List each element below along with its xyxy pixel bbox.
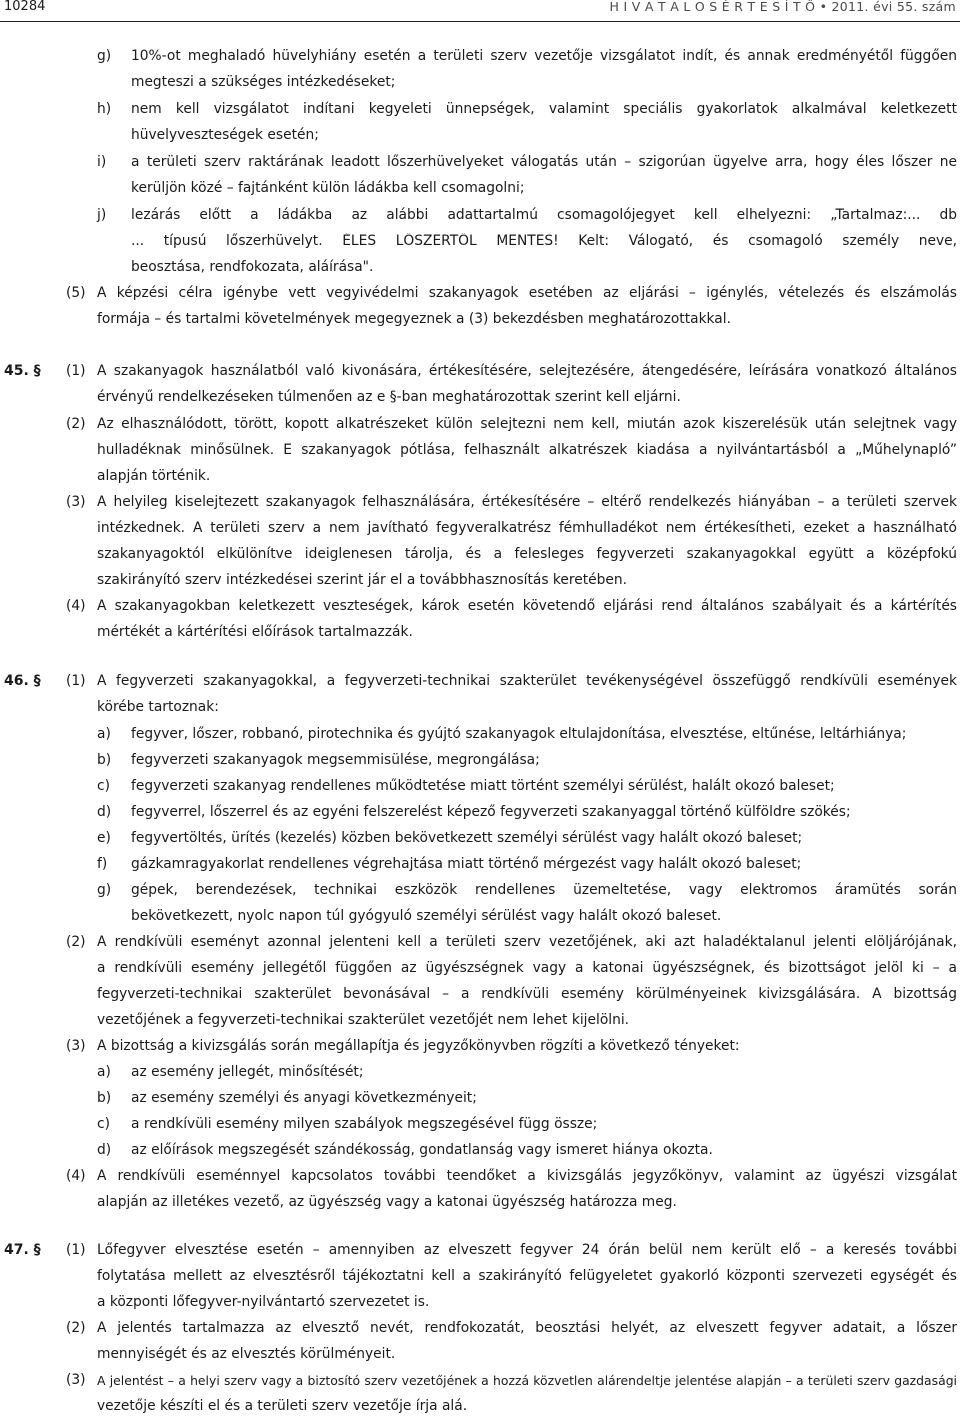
text-line: fegyverzeti szakanyag rendellenes működtetése miatt történt személyi sérülést, halált okozó baleset; xyxy=(131,778,835,794)
text-line: fegyverrel, lőszerrel és az egyéni felszerelést képező fegyverzeti szakanyaggal történő külföldre szökés; xyxy=(131,804,851,820)
paragraph-marker: f) xyxy=(97,856,108,872)
text-line: A szakanyagokban keletkezett veszteségek, károk esetén követendő eljárási rend általános szabályait és a kártérítés xyxy=(97,598,957,614)
text-line: fegyver, lőszer, robbanó, pirotechnika és gyújtó szakanyagok eltulajdonítása, elvesztése, eltűnése, leltárhiánya; xyxy=(131,726,907,742)
text-line: mennyiségét és az elvesztés körülményeit. xyxy=(97,1346,396,1362)
text-line: vezetőjének a fegyverzeti-technikai szakterület vezetőjét nem lehet kijelölni. xyxy=(97,1012,630,1028)
page-header xyxy=(0,0,960,20)
text-line: Az elhasználódott, törött, kopott alkatrészeket külön selejtezni nem kell, miután azok kiszerelésük után selejtnek vagy xyxy=(97,416,957,432)
header-rule xyxy=(0,21,960,22)
paragraph-marker: b) xyxy=(97,752,112,768)
text-line: kerüljön közé – fajtánként külön ládákba kell csomagolni; xyxy=(131,180,525,196)
paragraph-marker: (1) xyxy=(66,673,86,689)
text-line: A képzési célra igénybe vett vegyivédelmi szakanyagok esetében az eljárási – igénylés, vételezés és elszámolás xyxy=(97,285,957,301)
text-line: A rendkívüli eseménnyel kapcsolatos további teendőket a kivizsgálás jegyzőkönyv, valamint az ügyészi vizsgálat xyxy=(97,1168,957,1184)
text-line: a területi szerv raktárának leadott lőszerhüvelyeket válogatás után – szigorúan ügyelve arra, hogy éles lőszer ne xyxy=(131,154,957,170)
text-line: A szakanyagok használatból való kivonására, értékesítésére, selejtezésére, átengedésére, leírására vonatkozó általános xyxy=(97,363,957,379)
text-line: lezárás előtt a ládákba az alábbi adattartalmú csomagolójegyet kell elhelyezni: „Tartalmaz:... db xyxy=(131,207,957,223)
paragraph-marker: (3) xyxy=(66,1038,86,1054)
text-line: a központi lőfegyver-nyilvántartó szervezetet is. xyxy=(97,1294,430,1310)
text-line: folytatása mellett az elvesztésről tájékoztatni kell a szakirányító felügyeletet gyakorló központi szervezeti egységét és xyxy=(97,1268,957,1284)
text-line: fegyverzeti-technikai szakterület bevonásával – a rendkívüli esemény körülményeinek kivizsgálására. A bizottság xyxy=(97,986,957,1002)
text-line: alapján történik. xyxy=(97,468,211,484)
text-line: A helyileg kiselejtezett szakanyagok felhasználására, értékesítésére – eltérő rendelkezés hiányában – a területi szervek xyxy=(97,494,957,510)
paragraph-marker: d) xyxy=(97,804,112,820)
paragraph-marker: i) xyxy=(97,154,107,170)
paragraph-marker: (3) xyxy=(66,494,86,510)
text-line: gépek, berendezések, technikai eszközök rendellenes üzemeltetése, vagy elektromos áramütés során xyxy=(131,882,957,898)
text-line: 10%-ot meghaladó hüvelyhiány esetén a területi szerv vezetője vizsgálatot indít, és annak eredményétől függően xyxy=(131,48,957,64)
paragraph-marker: a) xyxy=(97,1064,111,1080)
paragraph-marker: (5) xyxy=(66,285,86,301)
text-line: A rendkívüli eseményt azonnal jelenteni kell a területi szerv vezetőjének, aki azt haladéktalanul jelenti elöljárójának, xyxy=(97,934,957,950)
text-line: az esemény személyi és anyagi következményeit; xyxy=(131,1090,477,1106)
paragraph-marker: (1) xyxy=(66,363,86,379)
text-line: a rendkívüli esemény jellegétől függően az ügyészségnek vagy a katonai ügyészségnek, és bizottságot jelöl ki – a xyxy=(97,960,957,976)
text-line: gázkamragyakorlat rendellenes végrehajtása miatt történő mérgezést vagy halált okozó baleset; xyxy=(131,856,802,872)
section-number: 45. § xyxy=(4,363,41,379)
section-number: 47. § xyxy=(4,1242,41,1258)
paragraph-marker: (2) xyxy=(66,416,86,432)
text-line: A fegyverzeti szakanyagokkal, a fegyverzeti-technikai szakterület tevékenységével összefüggő rendkívüli események xyxy=(97,673,957,689)
section-number: 46. § xyxy=(4,673,41,689)
text-line: szakirányító szerv intézkedései szerint jár el a továbbhasznosítás keretében. xyxy=(97,572,628,588)
text-line: fegyvertöltés, ürítés (kezelés) közben bekövetkezett személyi sérülést vagy halált okozó baleset; xyxy=(131,830,803,846)
text-line: intézkednek. A területi szerv a nem javítható fegyveralkatrész fémhulladékot nem értékesítheti, ezeket a használható xyxy=(97,520,957,536)
paragraph-marker: (2) xyxy=(66,1320,86,1336)
text-line: a rendkívüli esemény milyen szabályok megszegésével függ össze; xyxy=(131,1116,598,1132)
paragraph-marker: g) xyxy=(97,882,112,898)
text-line: az előírások megszegését szándékosság, gondatlanság vagy ismeret hiánya okozta. xyxy=(131,1142,713,1158)
text-line: vezetője készíti el és a területi szerv vezetője írja alá. xyxy=(97,1398,468,1414)
text-line: beosztása, rendfokozata, aláírása". xyxy=(131,259,374,275)
paragraph-marker: d) xyxy=(97,1142,112,1158)
text-line: az esemény jellegét, minősítését; xyxy=(131,1064,364,1080)
paragraph-marker: e) xyxy=(97,830,111,846)
text-line: bekövetkezett, nyolc napon túl gyógyuló személyi sérülést vagy halált okozó baleset. xyxy=(131,908,722,924)
paragraph-marker: b) xyxy=(97,1090,112,1106)
paragraph-marker: c) xyxy=(97,778,110,794)
text-line: érvényű rendelkezéseken túlmenően az e §-ban meghatározottak szerint kell eljárni. xyxy=(97,389,681,405)
publication-title: H I V A T A L O S É R T E S Í T Ő • 2011. évi 55. szám xyxy=(609,0,956,14)
paragraph-marker: a) xyxy=(97,726,111,742)
paragraph-marker: (4) xyxy=(66,598,86,614)
paragraph-marker: (2) xyxy=(66,934,86,950)
text-line: Lőfegyver elvesztése esetén – amennyiben az elveszett fegyver 24 órán belül nem került elő – a keresés további xyxy=(97,1242,957,1258)
text-line: formája – és tartalmi követelmények megegyeznek a (3) bekezdésben meghatározottakkal. xyxy=(97,311,731,327)
paragraph-marker: c) xyxy=(97,1116,110,1132)
paragraph-marker: (1) xyxy=(66,1242,86,1258)
text-line: szakanyagoktól elkülönítve ideiglenesen tárolja, és a felesleges fegyverzeti szakanyagokkal együtt a középfokú xyxy=(97,546,957,562)
text-line: A bizottság a kivizsgálás során megállapítja és jegyzőkönyvben rögzíti a következő tényeket: xyxy=(97,1038,740,1054)
text-line: ... típusú lőszerhüvelyt. ÉLES LŐSZERTŐL MENTES! Kelt: Válogató, és csomagoló személy neve, xyxy=(131,233,957,249)
text-line: fegyverzeti szakanyagok megsemmisülése, megrongálása; xyxy=(131,752,540,768)
text-line: körébe tartoznak: xyxy=(97,699,219,715)
text-line: nem kell vizsgálatot indítani kegyeleti ünnepségek, valamint speciális gyakorlatok alkalmával keletkezett xyxy=(131,101,957,117)
text-line: hüvelyveszteségek esetén; xyxy=(131,127,319,143)
paragraph-marker: g) xyxy=(97,48,112,64)
text-line: A jelentés tartalmazza az elvesztő nevét, rendfokozatát, beosztási helyét, az elveszett fegyver adatait, a lőszer xyxy=(97,1320,957,1336)
text-line: mértékét a kártérítési előírások tartalmazzák. xyxy=(97,624,413,640)
text-line: megteszi a szükséges intézkedéseket; xyxy=(131,74,396,90)
page-number: 10284 xyxy=(4,0,46,14)
paragraph-marker: (3) xyxy=(66,1372,86,1388)
text-line: hulladéknak minősülnek. E szakanyagok pótlása, felhasznált alkatrészek kiadása a nyilvántartásból a „Műhelynapló” xyxy=(97,442,957,458)
text-line: A jelentést – a helyi szerv vagy a biztosító szerv vezetőjének a hozzá közvetlen alárendeltje jelentése alapján – a területi szerv gazdasági xyxy=(97,1373,957,1388)
paragraph-marker: j) xyxy=(97,207,107,223)
text-line: alapján az illetékes vezető, az ügyészség vagy a katonai ügyészség határozza meg. xyxy=(97,1194,677,1210)
paragraph-marker: (4) xyxy=(66,1168,86,1184)
paragraph-marker: h) xyxy=(97,101,112,117)
